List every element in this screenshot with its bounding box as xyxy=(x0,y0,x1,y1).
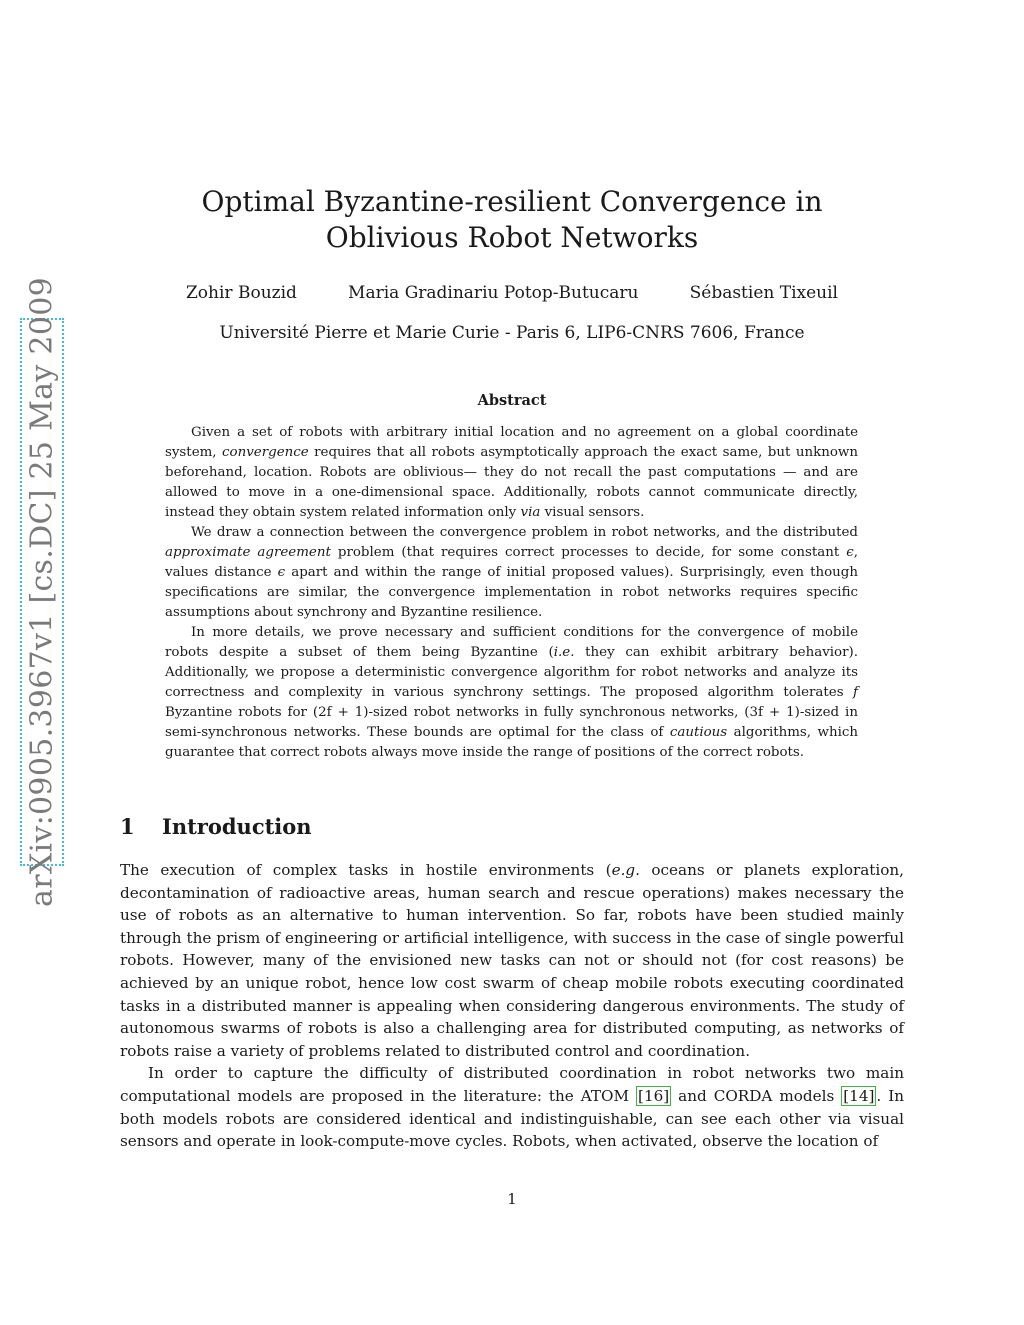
author: Zohir Bouzid xyxy=(186,283,297,303)
arxiv-identifier-stamp xyxy=(20,277,64,907)
affiliation: Université Pierre et Marie Curie - Paris 6, LIP6-CNRS 7606, France xyxy=(219,323,805,343)
citation-link[interactable]: [16] xyxy=(638,1086,670,1105)
paper-title: Optimal Byzantine-resilient Convergence in Oblivious Robot Networks xyxy=(201,185,823,254)
introduction-body xyxy=(120,859,904,1153)
abstract-paragraph: Given a set of robots with arbitrary initial location and no agreement on a global coordinate system, convergence requires that all robots asymptotically approach the exact same, but unknown beforehand, location. Robots are oblivious— they do not recall the past computations — and are allowed to move in a one-dimensional space. Additionally, robots cannot communicate directly, instead they obtain system related information only via visual sensors. xyxy=(165,425,858,520)
body-paragraph: The execution of complex tasks in hostile environments (e.g. oceans or planets exploration, decontamination of radioactive areas, human search and rescue operations) makes necessary the use of robots as an alternative to human intervention. So far, robots have been studied mainly through the prism of engineering or artificial intelligence, with success in the case of single powerful robots. However, many of the envisioned new tasks can not or should not (for cost reasons) be achieved by an unique robot, hence low cost swarm of cheap mobile robots executing coordinated tasks in a distributed manner is appealing when considering dangerous environments. The study of autonomous swarms of robots is also a challenging area for distributed computing, as networks of robots raise a variety of problems related to distributed control and coordination. xyxy=(120,861,904,1060)
body-paragraph: In order to capture the difficulty of distributed coordination in robot networks two main computational models are proposed in the literature: the ATOM [16] and CORDA models [14] . In both models robots are considered identical and indistinguishable, can see each other via visual sensors and operate in look-compute-move cycles. Robots, when activated, observe the location of xyxy=(120,1064,905,1151)
page-number: 1 xyxy=(507,1190,517,1208)
section-title: Introduction xyxy=(162,814,312,839)
citation-link[interactable]: [14] xyxy=(843,1086,875,1105)
section-number: 1 xyxy=(120,814,135,839)
author-list xyxy=(150,283,874,303)
abstract-paragraph: We draw a connection between the convergence problem in robot networks, and the distributed approximate agreement problem (that requires correct processes to decide, for some constant ϵ, values distance ϵ apart and within the range of initial proposed values). Surprisingly, even though specifications are similar, the convergence implementation in robot networks requires specific assumptions about synchrony and Byzantine resilience. xyxy=(165,525,859,620)
arxiv-identifier: arXiv:0905.3967v1 [cs.DC] 25 May 2009 xyxy=(24,277,60,907)
abstract-paragraph: In more details, we prove necessary and sufficient conditions for the convergence of mobile robots despite a subset of them being Byzantine (i.e. they can exhibit arbitrary behavior). Additionally, we propose a deterministic convergence algorithm for robot networks and analyze its correctness and complexity in various synchrony settings. The proposed algorithm tolerates f Byzantine robots for (2f + 1)-sized robot networks in fully synchronous networks, (3f + 1)-sized in semi-synchronous networks. These bounds are optimal for the class of cautious algorithms, which guarantee that correct robots always move inside the range of positions of the correct robots. xyxy=(165,625,859,760)
section-heading xyxy=(120,814,312,839)
author: Maria Gradinariu Potop-Butucaru xyxy=(348,283,639,303)
author: Sébastien Tixeuil xyxy=(689,283,838,303)
abstract-body xyxy=(165,423,858,763)
abstract-heading: Abstract xyxy=(477,392,547,409)
